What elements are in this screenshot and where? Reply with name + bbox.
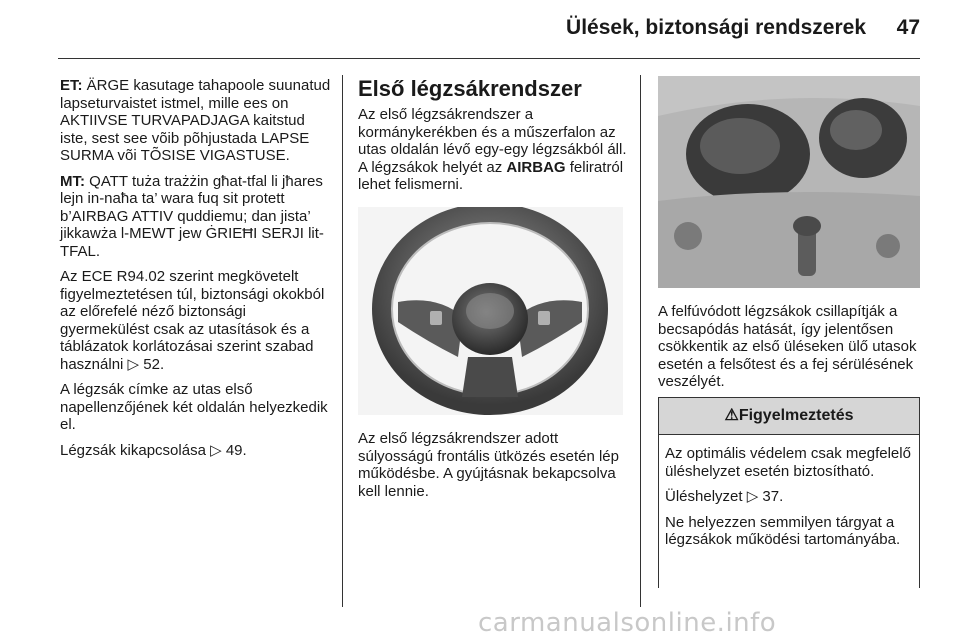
paragraph-deployment: Az első légzsákrendszer adott súlyosságú frontális ütközés esetén lép működésbe. A gyújtásnak bekapcsolva kell lennie. [358, 430, 619, 500]
warning-paragraph-ref [665, 488, 919, 506]
warning-box [658, 397, 920, 588]
paragraph-ece-warning [60, 268, 335, 373]
paragraph-text: QATT tuża trażżin għat-tfal li jħares lejn in-naħa ta’ wara fuq sit protett b’AIRBAG ATTIV quddiemu; dan jista’ jikkawża l-MEWT jew ĠRIEĦI SERJI lit-TFAL. [60, 172, 324, 260]
paragraph-benefit: A felfúvódott légzsákok csillapítják a becsapódás hatását, így jelentősen csökkentik az első üléseken ülő utasok esetén a felsőtest és a fej sérülésének veszélyét. [658, 303, 917, 390]
column-middle-lower [358, 430, 620, 508]
column-middle [358, 76, 628, 202]
page-reference: 49. [225, 441, 247, 459]
steering-wheel-svg [358, 207, 623, 415]
section-heading: Első légzsákrendszer [358, 76, 582, 101]
paragraph-deactivation [60, 442, 335, 460]
paragraph-text: Az ECE R94.02 szerint megkövetelt figyelmeztetésen túl, biztonsági okokból az előrefelé néző biztonsági gyermekülést csak az utasítások és a táblázatok korlátozásai szerint szabad használni [60, 268, 325, 373]
page-header [0, 0, 960, 58]
paragraph-text: Légzsák kikapcsolása [60, 441, 211, 459]
paragraph-label-location: A légzsák címke az utas első napellenzőjének két oldalán helyezkedik el. [60, 381, 328, 433]
header-divider [58, 58, 920, 59]
column-right [658, 303, 920, 399]
steering-wheel-illustration [358, 207, 623, 415]
paragraph-estonian [60, 77, 335, 165]
paragraph-text: Az első légzsákrendszer a kormánykerékben és a műszerfalon az utas oldalán lévő egy-egy légzsákból áll. A légzsákok helyét az [358, 106, 627, 176]
triangle-right-icon: ▷ [127, 355, 140, 373]
warning-header [659, 398, 919, 435]
watermark: carmanualsonline.info [478, 608, 777, 638]
paragraph-text: feliratról lehet felismerni. [358, 158, 624, 193]
column-divider-right [640, 75, 641, 607]
airbag-deployed-illustration [658, 76, 920, 288]
page-reference: 52. [143, 355, 165, 373]
paragraph-intro [358, 106, 628, 194]
column-divider-left [342, 75, 343, 607]
language-label-et: ET: [60, 77, 83, 94]
paragraph-maltese [60, 173, 335, 261]
paragraph-text: ÄRGE kasutage tahapoole suunatud lapseturvaistet istmel, mille ees on AKTIIVSE TURVAPADJAGA kaitstud iste, sest see võib põhjustada LAPSE SURMA või TÕSISE VIGASTUSE. [60, 77, 331, 164]
airbag-svg [658, 76, 920, 288]
warning-body [659, 435, 919, 549]
warning-triangle-icon: ⚠ [724, 407, 739, 424]
triangle-right-icon: ▷ [746, 488, 759, 505]
section-title: Ülések, biztonsági rendszerek [566, 16, 866, 39]
column-left [60, 77, 335, 467]
paragraph-text: Üléshelyzet [665, 488, 747, 505]
triangle-right-icon: ▷ [210, 441, 222, 459]
warning-paragraph: Ne helyezzen semmilyen tárgyat a légzsákok működési tartományába. [665, 513, 901, 548]
airbag-label: AIRBAG [506, 158, 566, 176]
warning-paragraph: Az optimális védelem csak megfelelő üléshelyzet esetén biztosítható. [665, 445, 911, 480]
page-number: 47 [896, 16, 920, 39]
warning-title: Figyelmeztetés [738, 407, 854, 424]
page-reference: 37. [762, 488, 784, 505]
language-label-mt: MT: [60, 172, 85, 190]
